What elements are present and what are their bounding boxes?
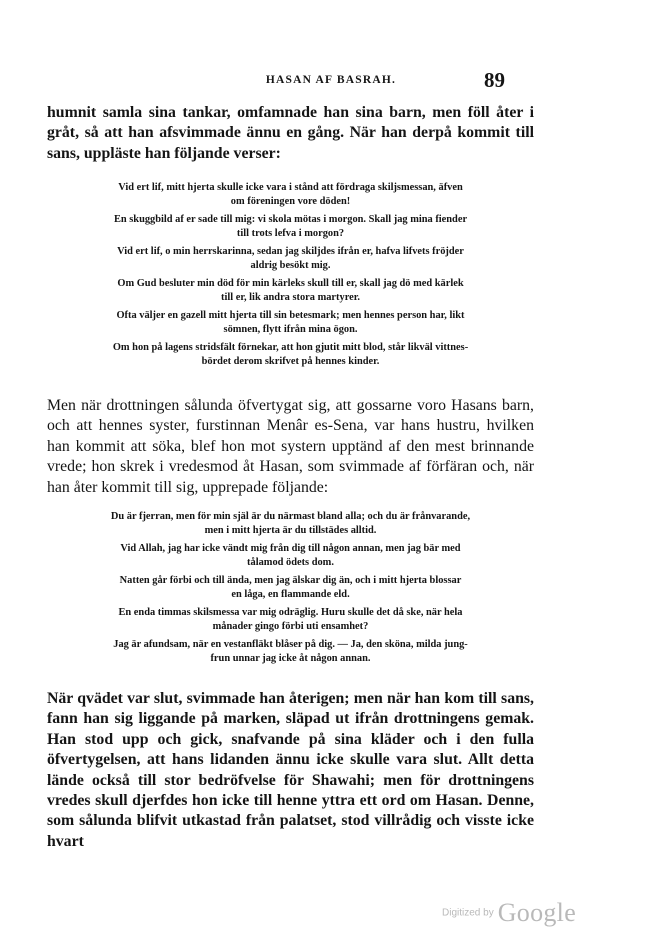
verse-line: Om Gud besluter min död för min kärleks skull till er, skall jag dö med kärlek till er, lik andra stora martyrer. [117,278,464,304]
verse-line: Vid ert lif, o min herrskarinna, sedan jag skiljdes ifrån er, hafva lifvets fröjder aldrig besökt mig. [117,246,464,272]
verse-line: En enda timmas skilsmessa var mig odräglig. Huru skulle det då ske, när hela månader gingo förbi uti ensamhet? [118,607,463,633]
running-head [0,68,662,92]
verse-line: Du är fjerran, men för min själ är du närmast bland alla; och du är frånvarande, men i mitt hjerta är du tillstädes alltid. [110,511,471,537]
verse-line: Ofta väljer en gazell mitt hjerta till sin betesmark; men hennes person har, likt sömnen, flytt ifrån mina ögon. [116,310,465,336]
paragraph-qvadet: När qvädet var slut, svimmade han återigen; men när han kom till sans, fann han sig liggande på marken, släpad ut ifrån drottningens gemak. Han stod upp och gick, snafvande på sina kläder och i den fulla öfvertygelsen, att hans lidanden ännu icke skulle vara slut. Allt detta lände också till stor bedröfvelse för Shawahi; men för drottningens vredes skull djerfdes hon icke till henne yttra ett ord om Hasan. Denne, som sålunda blifvit utkastad från palatset, stod villrådig och visste icke hvart [47,690,534,850]
google-logo: Google [497,898,577,927]
digitized-watermark [442,898,576,928]
verse-block-2 [47,510,534,670]
paragraph-drottningen: Men när drottningen sålunda öfvertygat sig, att gossarne voro Hasans barn, och att hennes syster, furstinnan Menâr es-Sena, var hans hustru, hvilken han kommit att söka, blef hon mot systern upptänd af den mest brinnande vrede; hon skrek i vredesmod åt Hasan, som svimmade af förfäran och, när han åter kommit till sig, upprepade följande: [47,397,534,496]
running-title: HASAN AF BASRAH. [265,74,397,86]
paragraph-intro: humnit samla sina tankar, omfamnade han sina barn, men föll åter i gråt, så att han afsvimmade ännu en gång. När han derpå kommit till sans, uppläste han följande verser: [47,104,534,162]
verse-line: Om hon på lagens stridsfält förnekar, att hon gjutit mitt blod, står likväl vittnes- bördet derom skrifvet på hennes kinder. [112,342,469,368]
verse-line: Jag är afundsam, när en vestanfläkt blåser på dig. — Ja, den sköna, milda jung- frun unnar jag icke åt någon annan. [113,639,468,665]
verse-block-1 [47,181,534,373]
verse-line: Natten går förbi och till ända, men jag älskar dig än, och i mitt hjerta blossar en låga, en flammande eld. [119,575,462,601]
page-number: 89 [484,68,505,92]
verse-line: En skuggbild af er sade till mig: vi skola mötas i morgon. Skall jag mina fiender till trots lefva i morgon? [113,214,468,240]
digitized-by-text: Digitized by [442,907,494,919]
verse-line: Vid ert lif, mitt hjerta skulle icke vara i stånd att fördraga skiljsmessan, äfven om föreningen vore döden! [118,182,463,208]
verse-line: Vid Allah, jag har icke vändt mig från dig till någon annan, men jag bär med tålamod ödets dom. [120,543,461,569]
